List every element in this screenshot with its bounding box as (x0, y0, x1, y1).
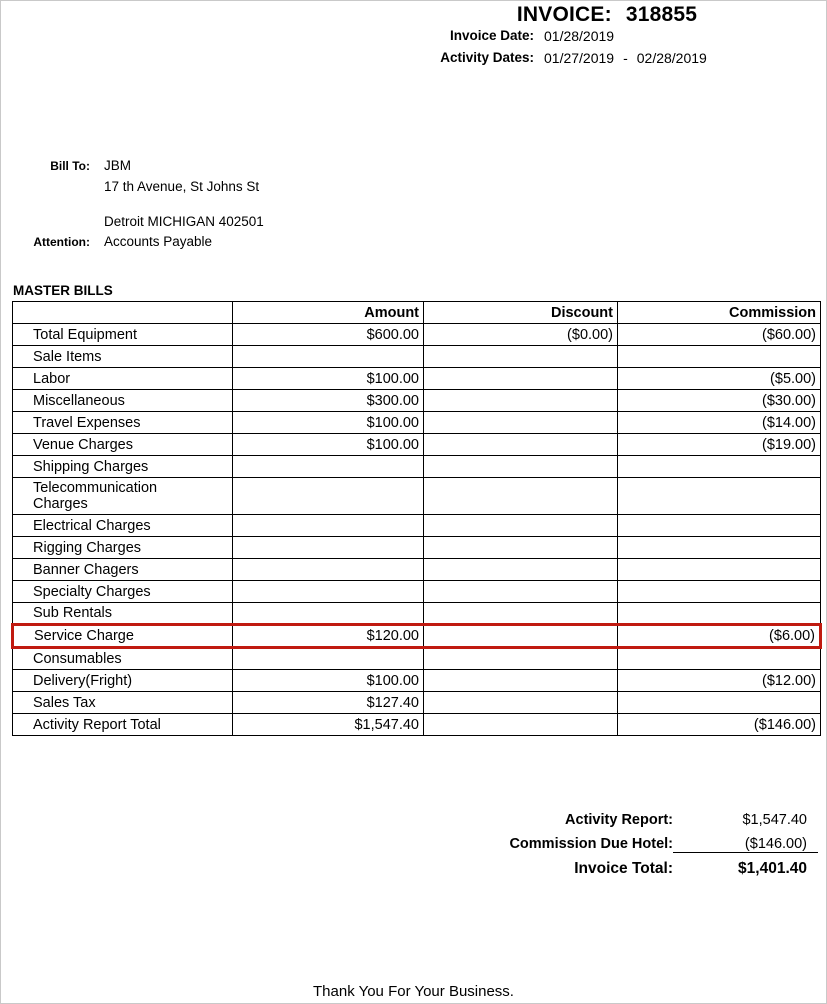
table-row (13, 537, 821, 559)
invoice-total-label: Invoice Total: (574, 860, 673, 877)
row-item-cell (13, 625, 233, 648)
bill-to-address-line1: 17 th Avenue, St Johns St (104, 179, 260, 194)
activity-report-label: Activity Report: (565, 812, 673, 828)
row-commission-cell (618, 537, 821, 559)
row-discount-cell (424, 515, 618, 537)
row-amount-cell: $300.00 (233, 390, 424, 412)
row-discount-cell (424, 692, 618, 714)
row-amount-cell (233, 537, 424, 559)
table-row (13, 412, 821, 434)
summary-row-commission-due (301, 836, 818, 860)
activity-start-date: 01/27/2019 (544, 50, 615, 66)
row-commission-cell (618, 648, 821, 670)
row-discount-cell (424, 648, 618, 670)
row-item-label: Shipping Charges (33, 458, 149, 475)
row-commission-cell (618, 603, 821, 625)
row-amount-cell (233, 346, 424, 368)
row-item-label: Labor (33, 370, 71, 387)
bill-to-name: JBM (104, 158, 131, 173)
bill-to-address-line2: Detroit MICHIGAN 402501 (104, 214, 264, 229)
invoice-date-value: 01/28/2019 (544, 28, 615, 44)
table-row (13, 692, 821, 714)
invoice-number: 318855 (625, 3, 698, 26)
row-amount-cell (233, 478, 424, 515)
row-item-cell (13, 515, 233, 537)
row-commission-cell (618, 515, 821, 537)
row-amount-cell: $100.00 (233, 434, 424, 456)
commission-due-value: ($146.00) (673, 836, 818, 853)
row-item-label: Venue Charges (33, 436, 133, 453)
row-discount-cell (424, 434, 618, 456)
invoice-title (387, 3, 827, 27)
row-item-cell (13, 456, 233, 478)
row-item-cell (13, 581, 233, 603)
invoice-total-value: $1,401.40 (738, 860, 807, 877)
row-item-label: Total Equipment (33, 326, 137, 343)
row-discount-cell (424, 456, 618, 478)
summary-row-invoice-total (301, 860, 818, 886)
row-item-label: Telecommunication Charges (33, 480, 158, 512)
row-item-cell (13, 559, 233, 581)
row-commission-cell: ($60.00) (618, 324, 821, 346)
row-item-label: Consumables (33, 651, 122, 667)
activity-end-date: 02/28/2019 (636, 50, 707, 66)
row-item-cell (13, 537, 233, 559)
row-item-label: Electrical Charges (33, 517, 151, 534)
row-item-cell (13, 714, 233, 736)
row-amount-cell (233, 456, 424, 478)
table-row (13, 434, 821, 456)
row-item-cell (13, 603, 233, 625)
table-row (13, 478, 821, 515)
master-bills-table (11, 301, 822, 736)
activity-date-separator: - (623, 50, 628, 66)
column-header-item (13, 302, 233, 324)
row-item-label: Sale Items (33, 348, 102, 365)
activity-dates-label: Activity Dates: (440, 50, 534, 65)
row-item-label: Rigging Charges (33, 539, 142, 556)
row-item-cell (13, 412, 233, 434)
row-item-cell (13, 368, 233, 390)
row-item-cell (13, 434, 233, 456)
row-commission-cell (618, 346, 821, 368)
table-row (13, 559, 821, 581)
row-commission-cell (618, 559, 821, 581)
row-item-label: Service Charge (34, 628, 134, 644)
column-header-discount: Discount (424, 302, 618, 324)
row-discount-cell (424, 368, 618, 390)
table-row (13, 625, 821, 648)
table-row (13, 515, 821, 537)
row-commission-cell: ($14.00) (618, 412, 821, 434)
master-bills-body (13, 324, 821, 736)
row-discount-cell (424, 559, 618, 581)
row-item-label: Banner Chagers (33, 561, 139, 578)
table-row (13, 648, 821, 670)
row-item-label: Sales Tax (33, 694, 96, 711)
footer-message: Thank You For Your Business. (313, 983, 514, 1000)
row-item-label: Travel Expenses (33, 414, 141, 431)
row-amount-cell (233, 648, 424, 670)
invoice-date-label: Invoice Date: (449, 28, 534, 43)
row-amount-cell: $100.00 (233, 670, 424, 692)
row-item-label: Activity Report Total (33, 716, 161, 733)
row-discount-cell (424, 390, 618, 412)
table-header-row (13, 302, 821, 324)
row-commission-cell (618, 478, 821, 515)
master-bills-title: MASTER BILLS (13, 283, 113, 298)
row-amount-cell: $600.00 (233, 324, 424, 346)
activity-report-value: $1,547.40 (742, 812, 807, 828)
row-amount-cell: $127.40 (233, 692, 424, 714)
row-discount-cell (424, 581, 618, 603)
row-commission-cell: ($12.00) (618, 670, 821, 692)
row-item-cell (13, 390, 233, 412)
row-item-label: Miscellaneous (33, 392, 125, 409)
table-row (13, 324, 821, 346)
row-amount-cell (233, 515, 424, 537)
row-item-label: Delivery(Fright) (33, 672, 133, 689)
row-commission-cell (618, 581, 821, 603)
row-amount-cell (233, 603, 424, 625)
column-header-commission: Commission (618, 302, 821, 324)
row-discount-cell (424, 346, 618, 368)
row-amount-cell: $100.00 (233, 412, 424, 434)
row-commission-cell: ($19.00) (618, 434, 821, 456)
row-commission-cell (618, 692, 821, 714)
row-commission-cell: ($30.00) (618, 390, 821, 412)
table-row (13, 581, 821, 603)
row-amount-cell: $100.00 (233, 368, 424, 390)
row-item-label: Sub Rentals (33, 605, 112, 621)
row-amount-cell (233, 581, 424, 603)
row-commission-cell: ($6.00) (618, 625, 821, 648)
summary-row-activity-report (301, 812, 818, 836)
row-discount-cell (424, 603, 618, 625)
row-amount-cell: $120.00 (233, 625, 424, 648)
table-row (13, 670, 821, 692)
activity-dates-value (544, 50, 707, 66)
row-discount-cell (424, 670, 618, 692)
row-item-cell (13, 670, 233, 692)
row-discount-cell (424, 625, 618, 648)
row-item-cell (13, 478, 233, 515)
table-row (13, 346, 821, 368)
commission-due-label: Commission Due Hotel: (509, 836, 673, 852)
row-item-label: Specialty Charges (33, 583, 151, 600)
column-header-amount: Amount (233, 302, 424, 324)
row-amount-cell (233, 559, 424, 581)
row-item-cell (13, 324, 233, 346)
invoice-title-label: INVOICE: (516, 3, 612, 26)
table-row (13, 714, 821, 736)
table-row (13, 603, 821, 625)
row-commission-cell: ($146.00) (618, 714, 821, 736)
table-row (13, 456, 821, 478)
table-row (13, 390, 821, 412)
row-discount-cell (424, 412, 618, 434)
row-amount-cell: $1,547.40 (233, 714, 424, 736)
row-item-cell (13, 346, 233, 368)
row-discount-cell (424, 478, 618, 515)
row-commission-cell: ($5.00) (618, 368, 821, 390)
row-item-cell (13, 692, 233, 714)
row-discount-cell (424, 714, 618, 736)
attention-value: Accounts Payable (104, 234, 213, 249)
attention-label: Attention: (33, 235, 90, 249)
row-discount-cell: ($0.00) (424, 324, 618, 346)
row-discount-cell (424, 537, 618, 559)
bill-to-label: Bill To: (50, 159, 90, 173)
row-commission-cell (618, 456, 821, 478)
row-item-cell (13, 648, 233, 670)
invoice-summary (301, 812, 818, 886)
table-row (13, 368, 821, 390)
